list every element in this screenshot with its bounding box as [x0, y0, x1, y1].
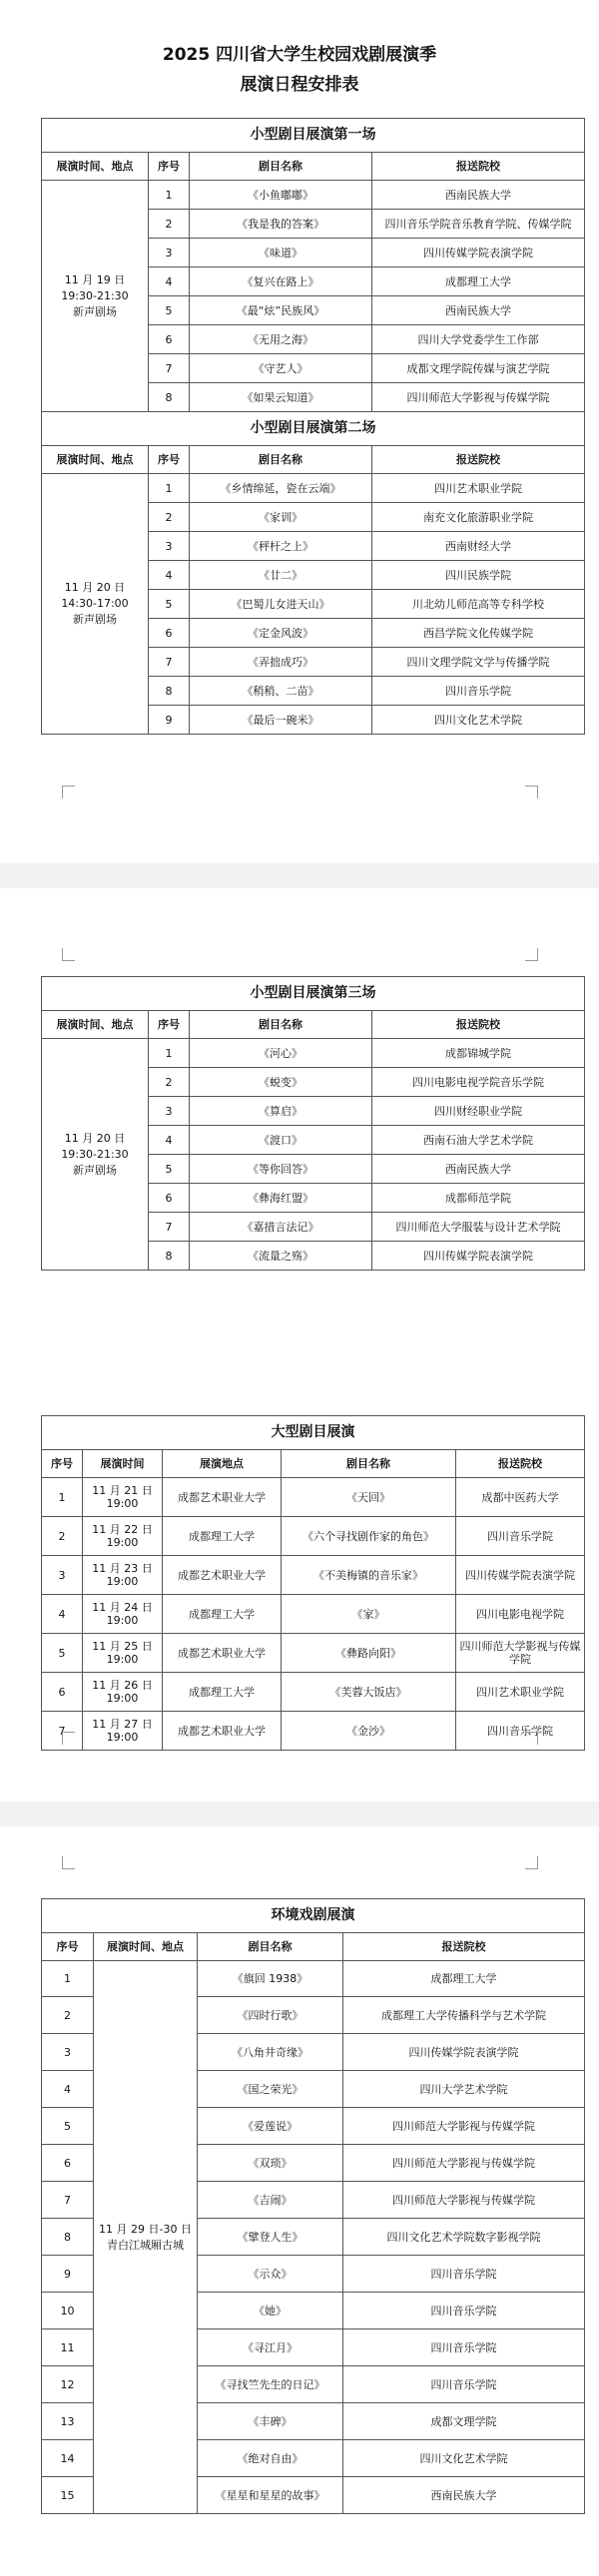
page-corner-mark	[525, 948, 538, 961]
header-seq: 序号	[149, 1011, 190, 1039]
row-play: 《河心》	[190, 1039, 372, 1068]
row-seq: 7	[42, 2182, 94, 2219]
row-play: 《彝路向阳》	[282, 1634, 456, 1673]
row-school: 川北幼儿师范高等专科学校	[372, 590, 585, 619]
row-play: 《示众》	[198, 2256, 343, 2293]
row-play: 《廿二》	[190, 561, 372, 590]
row-seq: 1	[42, 1478, 83, 1517]
row-play: 《稍稍、二苗》	[190, 677, 372, 706]
header-seq: 序号	[149, 153, 190, 181]
row-play: 《复兴在路上》	[190, 267, 372, 296]
row-play: 《家》	[282, 1595, 456, 1634]
row-school: 四川师范大学影视与传媒学院	[456, 1634, 585, 1673]
row-play: 《渡口》	[190, 1126, 372, 1155]
row-place: 成都艺术职业大学	[163, 1556, 282, 1595]
row-school: 成都锦城学院	[372, 1039, 585, 1068]
row-school: 南充文化旅游职业学院	[372, 503, 585, 532]
row-seq: 12	[42, 2366, 94, 2403]
row-play: 《最“炫”民族风》	[190, 296, 372, 325]
row-school: 四川音乐学院	[343, 2366, 585, 2403]
row-time	[83, 1595, 163, 1634]
row-seq: 9	[42, 2256, 94, 2293]
row-school: 四川音乐学院	[372, 677, 585, 706]
section-title: 小型剧目展演第一场	[42, 119, 585, 153]
row-school: 成都理工大学	[372, 267, 585, 296]
row-play: 《味道》	[190, 239, 372, 267]
row-school: 四川师范大学影视与传媒学院	[372, 383, 585, 412]
row-seq: 5	[42, 2108, 94, 2145]
session-time: 19:30-21:30	[61, 288, 129, 302]
row-school: 四川音乐学院音乐教育学院、传媒学院	[372, 210, 585, 239]
row-seq: 8	[149, 677, 190, 706]
row-play: 《算启》	[190, 1097, 372, 1126]
row-seq: 7	[149, 648, 190, 677]
row-school: 西昌学院文化传媒学院	[372, 619, 585, 648]
header-school: 报送院校	[372, 1011, 585, 1039]
session-venue: 新声剧场	[73, 613, 117, 626]
row-hour: 19:00	[106, 1692, 139, 1705]
row-seq: 7	[149, 1213, 190, 1242]
session-time: 19:30-21:30	[61, 1147, 129, 1161]
page-corner-mark	[62, 1856, 75, 1869]
row-play: 《吉闹》	[198, 2182, 343, 2219]
header-seq: 序号	[42, 1933, 94, 1961]
row-play: 《秤杆之上》	[190, 532, 372, 561]
row-school: 四川电影电视学院	[456, 1595, 585, 1634]
section-title: 大型剧目展演	[42, 1416, 585, 1450]
row-school: 四川师范大学影视与传媒学院	[343, 2108, 585, 2145]
page-corner-mark	[62, 785, 75, 798]
row-school: 西南石油大学艺术学院	[372, 1126, 585, 1155]
session-date: 11 月 20 日	[64, 581, 126, 594]
row-seq: 6	[149, 1184, 190, 1213]
row-place: 成都艺术职业大学	[163, 1478, 282, 1517]
row-school: 四川音乐学院	[343, 2293, 585, 2329]
page-corner-mark	[62, 948, 75, 961]
row-school: 四川文化艺术学院数字影视学院	[343, 2219, 585, 2256]
row-play: 《她》	[198, 2293, 343, 2329]
row-time	[83, 1673, 163, 1712]
session-date: 11 月 19 日	[64, 272, 126, 286]
row-play: 《芙蓉大饭店》	[282, 1673, 456, 1712]
header-school: 报送院校	[372, 153, 585, 181]
small-session-1-table	[41, 118, 585, 735]
row-school: 四川师范大学影视与传媒学院	[343, 2182, 585, 2219]
row-play: 《流量之殇》	[190, 1242, 372, 1271]
session-date: 11 月 29 日-30 日	[99, 2222, 192, 2236]
row-play: 《国之荣光》	[198, 2071, 343, 2108]
row-school: 四川艺术职业学院	[372, 474, 585, 503]
row-hour: 19:00	[106, 1731, 139, 1744]
row-seq: 3	[42, 2034, 94, 2071]
row-seq: 1	[149, 1039, 190, 1068]
row-play: 《寻找竺先生的日记》	[198, 2366, 343, 2403]
page-separator	[0, 1802, 599, 1826]
row-play: 《旗回 1938》	[198, 1961, 343, 1997]
row-seq: 5	[149, 590, 190, 619]
row-school: 西南民族大学	[372, 1155, 585, 1184]
environmental-theatre-table	[41, 1898, 585, 2514]
row-school: 四川民族学院	[372, 561, 585, 590]
row-school: 四川文理学院文学与传播学院	[372, 648, 585, 677]
section-title: 小型剧目展演第二场	[42, 412, 585, 446]
row-seq: 2	[42, 1997, 94, 2034]
row-date: 11 月 25 日	[92, 1640, 153, 1653]
row-seq: 6	[42, 1673, 83, 1712]
header-school: 报送院校	[372, 446, 585, 474]
row-seq: 2	[42, 1517, 83, 1556]
row-seq: 5	[149, 296, 190, 325]
section-title: 环境戏剧展演	[42, 1899, 585, 1933]
row-seq: 6	[149, 325, 190, 354]
row-date: 11 月 24 日	[92, 1601, 153, 1614]
row-play: 《我是我的答案》	[190, 210, 372, 239]
row-seq: 2	[149, 503, 190, 532]
session-venue: 新声剧场	[73, 304, 117, 318]
header-play: 剧目名称	[190, 446, 372, 474]
page-corner-mark	[62, 1732, 75, 1745]
page-corner-mark	[525, 785, 538, 798]
row-seq: 8	[149, 1242, 190, 1271]
row-school: 四川音乐学院	[343, 2329, 585, 2366]
row-seq: 4	[42, 1595, 83, 1634]
row-school: 四川电影电视学院音乐学院	[372, 1068, 585, 1097]
row-play: 《四时行歌》	[198, 1997, 343, 2034]
row-place: 成都理工大学	[163, 1595, 282, 1634]
row-play: 《八角井奇缘》	[198, 2034, 343, 2071]
row-date: 11 月 22 日	[92, 1523, 153, 1536]
header-school: 报送院校	[343, 1933, 585, 1961]
row-play: 《巴蜀儿女进天山》	[190, 590, 372, 619]
row-seq: 8	[149, 383, 190, 412]
row-school: 成都师范学院	[372, 1184, 585, 1213]
header-seq: 序号	[149, 446, 190, 474]
row-play: 《蜕变》	[190, 1068, 372, 1097]
row-play: 《星星和星星的故事》	[198, 2477, 343, 2514]
row-seq: 3	[149, 532, 190, 561]
row-school: 西南财经大学	[372, 532, 585, 561]
large-productions-table	[41, 1415, 585, 1751]
row-school: 四川财经职业学院	[372, 1097, 585, 1126]
header-place: 展演地点	[163, 1450, 282, 1478]
row-date: 11 月 21 日	[92, 1484, 153, 1497]
row-seq: 7	[149, 354, 190, 383]
row-seq: 10	[42, 2293, 94, 2329]
row-play: 《爱莲说》	[198, 2108, 343, 2145]
row-seq: 1	[149, 181, 190, 210]
row-school: 成都理工大学	[343, 1961, 585, 1997]
time-place-cell	[42, 1039, 149, 1271]
time-place-cell	[42, 181, 149, 412]
header-time-place: 展演时间、地点	[42, 446, 149, 474]
document-subtitle: 展演日程安排表	[240, 75, 359, 95]
row-play: 《寻江月》	[198, 2329, 343, 2366]
row-seq: 6	[42, 2145, 94, 2182]
row-seq: 15	[42, 2477, 94, 2514]
row-play: 《家训》	[190, 503, 372, 532]
row-school: 西南民族大学	[372, 181, 585, 210]
row-seq: 3	[149, 1097, 190, 1126]
header-time-place: 展演时间、地点	[42, 153, 149, 181]
row-school: 四川文化艺术学院	[372, 706, 585, 735]
row-school: 四川文化艺术学院	[343, 2440, 585, 2477]
row-school: 四川音乐学院	[456, 1712, 585, 1751]
row-school: 四川音乐学院	[456, 1517, 585, 1556]
row-play: 《丰碑》	[198, 2403, 343, 2440]
row-school: 四川师范大学影视与传媒学院	[343, 2145, 585, 2182]
row-play: 《彝海红盟》	[190, 1184, 372, 1213]
header-seq: 序号	[42, 1450, 83, 1478]
header-time-place: 展演时间、地点	[94, 1933, 198, 1961]
row-play: 《六个寻找剧作家的角色》	[282, 1517, 456, 1556]
row-school: 西南民族大学	[372, 296, 585, 325]
page-2	[0, 888, 599, 1802]
page-separator	[0, 863, 599, 888]
row-school: 成都文理学院	[343, 2403, 585, 2440]
row-play: 《无用之海》	[190, 325, 372, 354]
row-seq: 7	[42, 1712, 83, 1751]
row-seq: 3	[42, 1556, 83, 1595]
session-date: 11 月 20 日	[64, 1131, 126, 1145]
header-time: 展演时间	[83, 1450, 163, 1478]
row-seq: 1	[149, 474, 190, 503]
page-3	[0, 1826, 599, 2576]
row-play: 《金沙》	[282, 1712, 456, 1751]
row-play: 《双琐》	[198, 2145, 343, 2182]
row-date: 11 月 23 日	[92, 1562, 153, 1575]
row-school: 四川大学党委学生工作部	[372, 325, 585, 354]
row-school: 成都中医药大学	[456, 1478, 585, 1517]
row-seq: 6	[149, 619, 190, 648]
row-school: 四川音乐学院	[343, 2256, 585, 2293]
row-play: 《弄拙成巧》	[190, 648, 372, 677]
header-play: 剧目名称	[282, 1450, 456, 1478]
row-school: 四川传媒学院表演学院	[372, 1242, 585, 1271]
row-hour: 19:00	[106, 1575, 139, 1588]
row-seq: 5	[42, 1634, 83, 1673]
row-school: 四川大学艺术学院	[343, 2071, 585, 2108]
section-title: 小型剧目展演第三场	[42, 977, 585, 1011]
row-seq: 2	[149, 210, 190, 239]
row-play: 《小鱼嘟嘟》	[190, 181, 372, 210]
row-play: 《等你回答》	[190, 1155, 372, 1184]
row-seq: 8	[42, 2219, 94, 2256]
row-school: 成都理工大学传播科学与艺术学院	[343, 1997, 585, 2034]
row-seq: 4	[149, 1126, 190, 1155]
document-title: 2025 四川省大学生校园戏剧展演季	[162, 45, 437, 65]
row-school: 四川传媒学院表演学院	[372, 239, 585, 267]
row-place: 成都艺术职业大学	[163, 1634, 282, 1673]
row-seq: 11	[42, 2329, 94, 2366]
page-corner-mark	[525, 1732, 538, 1745]
row-play: 《不美梅镇的音乐家》	[282, 1556, 456, 1595]
row-play: 《天回》	[282, 1478, 456, 1517]
row-place: 成都理工大学	[163, 1673, 282, 1712]
header-school: 报送院校	[456, 1450, 585, 1478]
time-place-cell	[94, 1961, 198, 2514]
row-date: 11 月 26 日	[92, 1679, 153, 1692]
header-play: 剧目名称	[198, 1933, 343, 1961]
row-school: 成都文理学院传媒与演艺学院	[372, 354, 585, 383]
row-play: 《绝对自由》	[198, 2440, 343, 2477]
row-play: 《守艺人》	[190, 354, 372, 383]
row-hour: 19:00	[106, 1653, 139, 1666]
session-time: 14:30-17:00	[61, 597, 129, 610]
row-play: 《嘉措言法记》	[190, 1213, 372, 1242]
page-corner-mark	[525, 1856, 538, 1869]
header-play: 剧目名称	[190, 1011, 372, 1039]
header-time-place: 展演时间、地点	[42, 1011, 149, 1039]
row-school: 四川师范大学服装与设计艺术学院	[372, 1213, 585, 1242]
row-seq: 14	[42, 2440, 94, 2477]
row-time	[83, 1478, 163, 1517]
row-play: 《乡情绵延，瓷在云端》	[190, 474, 372, 503]
row-school: 四川传媒学院表演学院	[456, 1556, 585, 1595]
row-date: 11 月 27 日	[92, 1718, 153, 1731]
row-time	[83, 1634, 163, 1673]
row-seq: 1	[42, 1961, 94, 1997]
session-venue: 青白江城厢古城	[107, 2238, 184, 2252]
row-school: 四川艺术职业学院	[456, 1673, 585, 1712]
row-seq: 3	[149, 239, 190, 267]
small-session-3-table	[41, 976, 585, 1271]
row-seq: 4	[149, 561, 190, 590]
row-hour: 19:00	[106, 1497, 139, 1510]
row-seq: 4	[149, 267, 190, 296]
row-play: 《定金风波》	[190, 619, 372, 648]
row-school: 西南民族大学	[343, 2477, 585, 2514]
time-place-cell	[42, 474, 149, 735]
row-seq: 13	[42, 2403, 94, 2440]
row-play: 《最后一碗米》	[190, 706, 372, 735]
row-seq: 4	[42, 2071, 94, 2108]
row-time	[83, 1517, 163, 1556]
row-seq: 5	[149, 1155, 190, 1184]
row-place: 成都艺术职业大学	[163, 1712, 282, 1751]
page-1	[0, 0, 599, 863]
row-time	[83, 1556, 163, 1595]
row-seq: 9	[149, 706, 190, 735]
row-school: 四川传媒学院表演学院	[343, 2034, 585, 2071]
row-play: 《如果云知道》	[190, 383, 372, 412]
row-seq: 2	[149, 1068, 190, 1097]
header-play: 剧目名称	[190, 153, 372, 181]
session-venue: 新声剧场	[73, 1163, 117, 1177]
row-time	[83, 1712, 163, 1751]
row-hour: 19:00	[106, 1614, 139, 1627]
row-place: 成都理工大学	[163, 1517, 282, 1556]
row-hour: 19:00	[106, 1536, 139, 1549]
row-play: 《擘登人生》	[198, 2219, 343, 2256]
